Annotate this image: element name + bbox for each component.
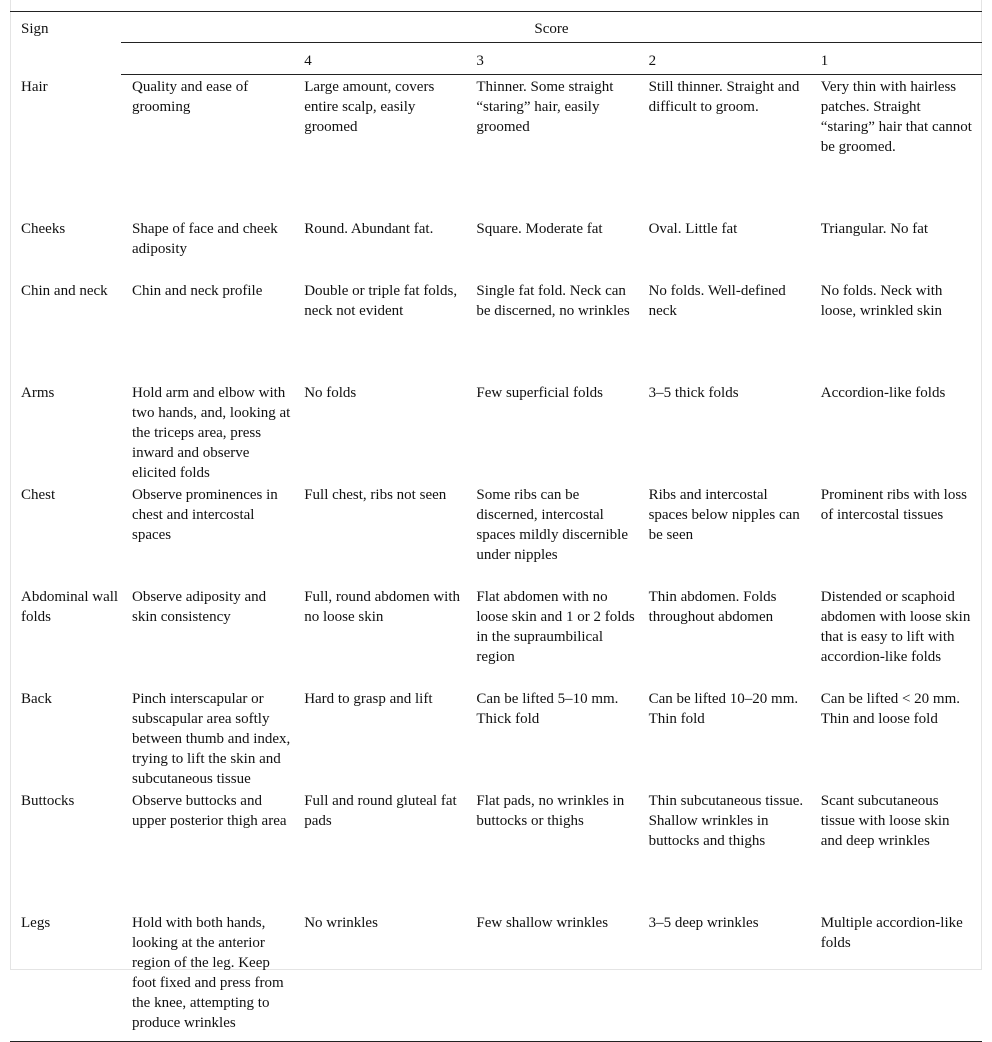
table-row [10,381,982,483]
score-3-cell: Some ribs can be discerned, intercostal spaces mildly discernible under nipples [476,486,629,563]
table-row [10,687,982,789]
table-row [10,911,982,1042]
score-2-cell: No folds. Well-defined neck [648,282,786,319]
score-4-cell: Full chest, ribs not seen [304,486,447,503]
score-3-cell: Flat pads, no wrinkles in buttocks or thighs [476,792,625,829]
score-1-cell: Multiple accordion-like folds [810,911,982,1042]
score-column-header: Score [121,12,982,43]
score-2-cell: Ribs and intercostal spaces below nipples can be seen [648,486,800,543]
table-row [10,789,982,911]
sign-cell: Legs [10,911,121,1042]
score-1-cell: Triangular. No fat [820,220,929,237]
score-3-cell: Few superficial folds [476,384,604,401]
sign-cell: Chin and neck [21,282,108,299]
score-3-cell: Single fat fold. Neck can be discerned, no wrinkles [476,282,630,319]
score-1-cell: Very thin with hairless patches. Straight “staring” hair that cannot be groomed. [820,79,972,155]
score-2-cell: Still thinner. Straight and difficult to groom. [648,79,800,115]
score-1-cell: Accordion-like folds [820,384,946,401]
sign-cell: Arms [21,384,55,401]
score-2-cell: 3–5 thick folds [648,384,739,401]
method-cell: Observe prominences in chest and intercostal spaces [132,486,278,543]
sign-column-header: Sign [10,12,121,75]
sign-cell: Cheeks [21,220,66,237]
score-1-cell: No folds. Neck with loose, wrinkled skin [820,282,943,319]
score-3-cell: Square. Moderate fat [476,220,603,237]
score-2-cell: Thin abdomen. Folds throughout abdomen [648,588,777,625]
score-1-header: 1 [810,43,982,75]
method-cell: Pinch interscapular or subscapular area softly between thumb and index, trying to lift the skin and subcutaneous tissue [132,690,291,787]
score-2-cell: Oval. Little fat [648,220,738,237]
method-cell: Shape of face and cheek adiposity [132,220,278,257]
header-row-1 [10,12,982,43]
table-row [10,279,982,381]
method-cell: Hold with both hands, looking at the anterior region of the leg. Keep foot fixed and press from the knee, attempting to produce wrinkles [121,911,293,1042]
score-3-header: 3 [465,43,637,75]
score-3-cell: Flat abdomen with no loose skin and 1 or 2 folds in the supraumbilical region [476,588,635,665]
score-4-cell: Large amount, covers entire scalp, easily groomed [304,79,435,135]
sign-cell: Back [21,690,52,707]
score-1-cell: Distended or scaphoid abdomen with loose skin that is easy to lift with accordion-like folds [820,588,971,665]
method-cell: Hold arm and elbow with two hands, and, looking at the triceps area, press inward and observe elicited folds [132,384,291,481]
score-4-cell: Full and round gluteal fat pads [304,792,457,829]
method-cell: Observe adiposity and skin consistency [132,588,267,625]
clinical-signs-table [10,11,982,1042]
table-row [10,585,982,687]
table-row [10,483,982,585]
method-column-header [121,43,293,75]
score-2-cell: Thin subcutaneous tissue. Shallow wrinkles in buttocks and thighs [648,792,804,849]
score-4-cell: Round. Abundant fat. [304,220,434,237]
sign-cell: Abdominal wall folds [21,588,119,625]
score-2-cell: 3–5 deep wrinkles [638,911,810,1042]
score-4-cell: No folds [304,384,357,401]
sign-cell: Buttocks [21,792,75,809]
sign-cell: Chest [21,486,56,503]
sign-cell: Hair [21,78,48,95]
score-2-header: 2 [638,43,810,75]
score-4-cell: Full, round abdomen with no loose skin [304,588,461,625]
score-3-cell: Thinner. Some straight “staring” hair, easily groomed [476,79,614,135]
method-cell: Quality and ease of grooming [132,79,249,115]
score-4-cell: Double or triple fat folds, neck not evident [304,282,458,319]
method-cell: Observe buttocks and upper posterior thigh area [132,792,287,829]
score-1-cell: Can be lifted < 20 mm. Thin and loose fold [820,690,961,727]
score-2-cell: Can be lifted 10–20 mm. Thin fold [648,690,799,727]
score-4-header: 4 [293,43,465,75]
table-row [10,217,982,279]
method-cell: Chin and neck profile [132,282,263,299]
score-4-cell: No wrinkles [293,911,465,1042]
score-1-cell: Scant subcutaneous tissue with loose skin and deep wrinkles [820,792,950,849]
score-3-cell: Few shallow wrinkles [465,911,637,1042]
score-1-cell: Prominent ribs with loss of intercostal tissues [820,486,968,523]
table-row [10,75,982,217]
score-3-cell: Can be lifted 5–10 mm. Thick fold [476,690,619,727]
score-4-cell: Hard to grasp and lift [304,690,433,707]
header-row-2 [10,43,982,75]
